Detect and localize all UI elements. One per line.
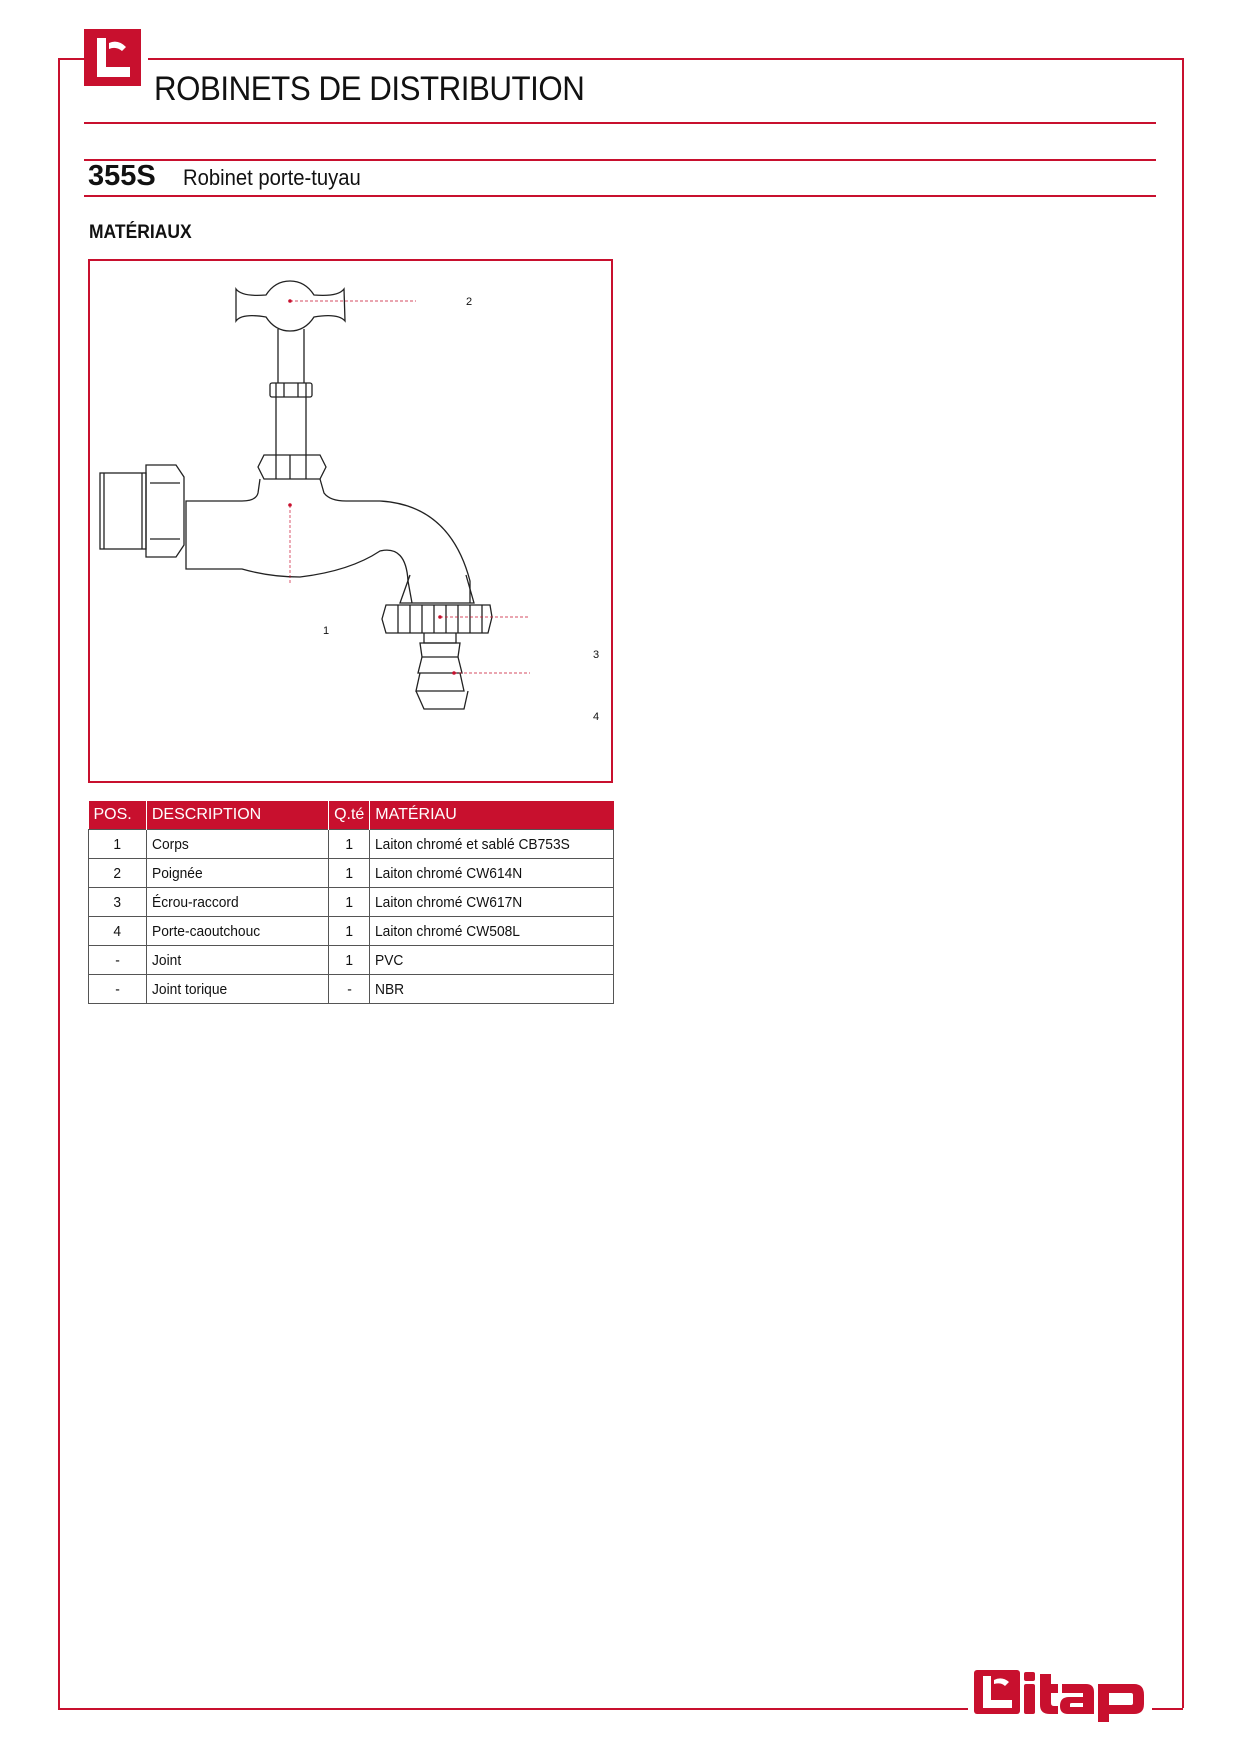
callout-2: 2 — [466, 296, 473, 308]
cell-description: Porte-caoutchouc — [146, 917, 328, 946]
cell-description: Joint — [146, 946, 328, 975]
col-header-pos: POS. — [89, 801, 147, 830]
cell-material: Laiton chromé CW508L — [370, 917, 614, 946]
frame-top-left-stub — [58, 58, 84, 60]
table-row — [89, 859, 614, 888]
cell-material: NBR — [370, 975, 614, 1004]
technical-drawing — [88, 259, 613, 783]
product-rule-top — [84, 159, 1156, 161]
table-header-row — [89, 801, 614, 830]
cell-qty: 1 — [329, 859, 370, 888]
cell-description: Joint torique — [146, 975, 328, 1004]
cell-material: Laiton chromé CW617N — [370, 888, 614, 917]
section-title: MATÉRIAUX — [89, 222, 192, 243]
col-header-material: MATÉRIAU — [370, 801, 614, 830]
table-row — [89, 888, 614, 917]
cell-description: Poignée — [146, 859, 328, 888]
cell-material: Laiton chromé et sablé CB753S — [370, 830, 614, 859]
cell-pos: 1 — [89, 830, 147, 859]
frame-bottom-line — [58, 1708, 968, 1710]
cell-pos: 3 — [89, 888, 147, 917]
body-shape — [186, 479, 470, 603]
cell-pos: 2 — [89, 859, 147, 888]
callout-4: 4 — [593, 711, 600, 723]
table-row — [89, 830, 614, 859]
table-row — [89, 946, 614, 975]
col-header-description: DESCRIPTION — [146, 801, 328, 830]
cell-qty: 1 — [329, 946, 370, 975]
handle-shape — [236, 281, 345, 331]
cell-qty: 1 — [329, 917, 370, 946]
page-title: ROBINETS DE DISTRIBUTION — [154, 70, 585, 108]
product-rule-bottom — [84, 195, 1156, 197]
title-underline — [84, 122, 1156, 124]
cell-qty: - — [329, 975, 370, 1004]
table-row — [89, 917, 614, 946]
itap-brand-logo — [974, 1666, 1146, 1722]
cell-pos: - — [89, 975, 147, 1004]
product-code: 355S — [88, 160, 156, 192]
table-row — [89, 975, 614, 1004]
cell-description: Écrou-raccord — [146, 888, 328, 917]
cell-pos: 4 — [89, 917, 147, 946]
cell-pos: - — [89, 946, 147, 975]
frame-top-line — [148, 58, 1182, 60]
cell-material: PVC — [370, 946, 614, 975]
frame-left-line — [58, 58, 60, 1708]
materials-table — [88, 801, 614, 1004]
frame-right-line — [1182, 58, 1184, 1708]
product-name: Robinet porte-tuyau — [183, 165, 361, 190]
cell-qty: 1 — [329, 830, 370, 859]
cell-qty: 1 — [329, 888, 370, 917]
itap-logo-mark — [84, 29, 141, 86]
callout-3: 3 — [593, 649, 600, 661]
cell-description: Corps — [146, 830, 328, 859]
callout-1: 1 — [323, 625, 330, 637]
cell-material: Laiton chromé CW614N — [370, 859, 614, 888]
frame-bottom-right-stub — [1152, 1708, 1183, 1710]
col-header-qty: Q.té — [329, 801, 370, 830]
